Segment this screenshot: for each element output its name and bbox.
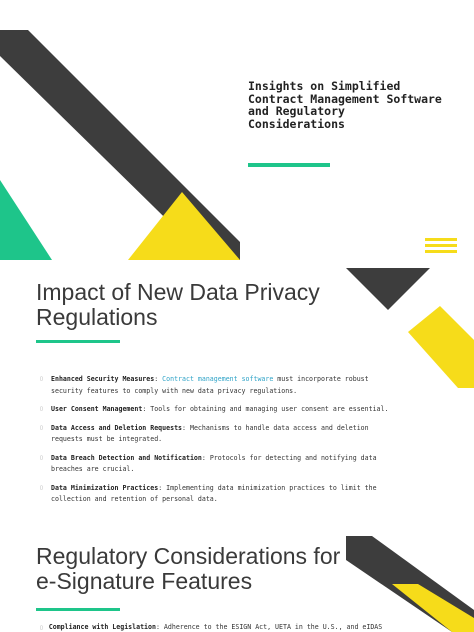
privacy-bullet-list (40, 374, 400, 513)
bullet-icon: ▯ (40, 376, 43, 382)
bullet-separator: : (201, 453, 210, 462)
yellow-stripe-3 (425, 250, 457, 253)
bullet-text: must incorporate robust security features to comply with new data privacy regulations. (51, 375, 369, 395)
list-item (40, 404, 400, 416)
esig-heading: Regulatory Considerations for e-Signature Features (36, 543, 341, 594)
cover-title: Insights on Simplified Contract Management Software and Regulatory Considerations (248, 79, 442, 131)
bullet-separator: : (155, 623, 164, 631)
bullet-separator: : (182, 423, 190, 432)
bullet-icon: ▯ (40, 454, 43, 461)
list-item (40, 423, 400, 446)
bullet-term: Enhanced Security Measures (51, 375, 155, 383)
bullet-icon: ▯ (40, 484, 43, 491)
bullet-text: Implementing data minimization practices to limit the collection and retention of personal data. (51, 483, 377, 503)
esig-accent-bar (36, 608, 120, 611)
contract-management-link[interactable]: Contract management software (162, 375, 274, 383)
green-triangle (0, 180, 52, 260)
yellow-band (408, 306, 474, 388)
bullet-text: Protocols for detecting and notifying data breaches are crucial. (51, 453, 377, 473)
bullet-separator: : (158, 483, 167, 492)
list-item (40, 622, 460, 632)
privacy-heading: Impact of New Data Privacy Regulations (36, 279, 320, 330)
cover-slide (0, 0, 474, 260)
bullet-text: Tools for obtaining and managing user consent are essential. (150, 405, 389, 413)
esig-slide (0, 530, 474, 632)
bullet-separator: : (154, 375, 163, 383)
bullet-text: Mechanisms to handle data access and deletion requests must be integrated. (51, 423, 369, 443)
bullet-term: Data Breach Detection and Notification (51, 453, 202, 462)
bullet-icon: ▯ (40, 406, 43, 412)
cover-accent-bar (248, 163, 330, 167)
bullet-term: Data Access and Deletion Requests (51, 423, 183, 432)
privacy-slide (0, 260, 474, 530)
list-item (40, 374, 400, 397)
list-item (40, 453, 400, 476)
yellow-stripe-1 (425, 238, 457, 241)
cover-decoration (0, 0, 474, 260)
bullet-icon: ▯ (40, 625, 43, 631)
list-item (40, 483, 400, 506)
bullet-icon: ▯ (40, 424, 43, 431)
bullet-separator: : (142, 405, 151, 413)
bullet-text: Adherence to the ESIGN Act, UETA in the U.S., and eIDAS (163, 623, 383, 631)
privacy-accent-bar (36, 340, 120, 343)
yellow-stripe-2 (425, 244, 457, 247)
bullet-term: User Consent Management (51, 405, 143, 413)
bullet-term: Compliance with Legislation (48, 623, 156, 631)
dark-triangle (346, 268, 430, 310)
bullet-term: Data Minimization Practices (51, 483, 159, 492)
